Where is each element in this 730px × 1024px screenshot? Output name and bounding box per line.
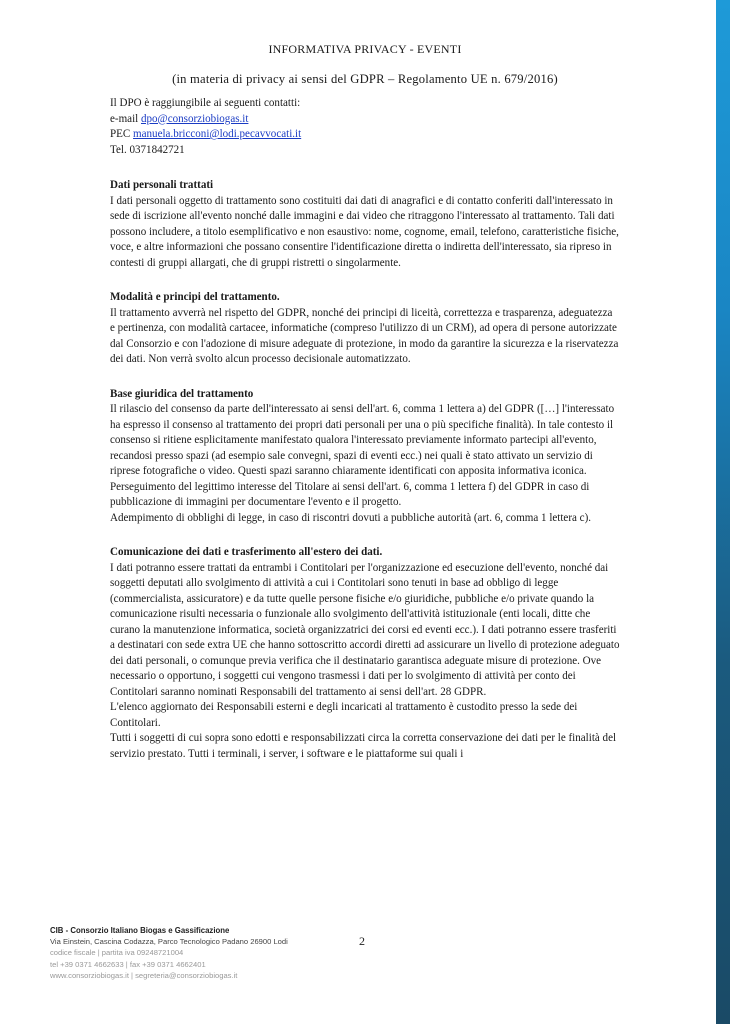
dpo-phone: Tel. 0371842721 (110, 143, 185, 156)
email-label: e-mail (110, 112, 139, 125)
footer-organization: CIB - Consorzio Italiano Biogas e Gassificazione (50, 926, 230, 935)
pec-email-link[interactable]: manuela.bricconi@lodi.pecavvocati.it (133, 128, 302, 140)
dpo-intro: Il DPO è raggiungibile ai seguenti contatti: (110, 97, 301, 109)
document-subtitle: (in materia di privacy ai sensi del GDPR – Regolamento UE n. 679/2016) (172, 72, 558, 86)
section-paragraph: Tutti i soggetti di cui sopra sono edotti e responsabilizzati circa la corretta conservazione dei dati per le finalità del servizio prestato. Tutti i terminali, i server, i software e le piattaforme sui quali i (110, 732, 617, 760)
footer-phone-fax: tel +39 0371 4662633 | fax +39 0371 4662401 (50, 959, 206, 969)
footer-fiscal-code: codice fiscale | partita iva 09248721004 (50, 948, 184, 958)
section-data-communication (110, 545, 620, 762)
footer-address: Via Einstein, Cascina Codazza, Parco Tecnologico Padano 26900 Lodi (50, 937, 288, 947)
document-body (110, 96, 620, 781)
section-heading: Base giuridica del trattamento (110, 387, 254, 400)
dpo-email-link[interactable]: dpo@consorziobiogas.it (140, 112, 249, 125)
section-paragraph: Adempimento di obblighi di legge, in caso di riscontri dovuti a pubbliche autorità (art. 6, comma 1 lettera c). (110, 511, 592, 524)
section-personal-data (110, 178, 620, 271)
dpo-contacts (110, 96, 620, 158)
pec-label: PEC (110, 128, 131, 140)
section-heading: Dati personali trattati (110, 179, 214, 191)
section-paragraph: Il trattamento avverrà nel rispetto del GDPR, nonché dei principi di liceità, correttezza e trasparenza, adeguatezza e pertinenza, con modalità cartacee, informatiche (compreso l'utilizzo di un CRM), ad opera di persone autorizzate dal Consorzio e con l'adozione di misure adeguate di protezione, in modo da garantire la sicurezza e la riservatezza dei dati. Non verrà svolto alcun processo decisionale automatizzato. (110, 306, 619, 365)
section-paragraph: L'elenco aggiornato dei Responsabili esterni e degli incaricati al trattamento è custodito presso la sede dei Contitolari. (110, 701, 578, 729)
section-paragraph: I dati personali oggetto di trattamento sono costituiti dai dati di anagrafici e di contatto conferiti dall'interessato in sede di iscrizione all'evento nonché dalle immagini e dai video che ritraggono l'interessato al trattamento. Tali dati possono includere, a titolo esemplificativo e non esaustivo: nome, cognome, email, telefono, caratteristiche fisiche, voce, e altre informazioni che possano consentire l'identificazione diretta o indiretta dell'interessato, sia ripreso in contesti di gruppi allargati, che di gruppi ristretti o singolarmente. (110, 194, 619, 269)
decorative-side-bar (716, 0, 730, 1024)
section-processing-methods (110, 290, 620, 368)
page-footer (50, 925, 430, 981)
section-paragraph: Il rilascio del consenso da parte dell'interessato ai sensi dell'art. 6, comma 1 lettera a) del GDPR ([…] l'interessato ha espresso il consenso al trattamento dei propri dati personali per una o più specifiche finalità). In tale contesto il consenso si ritiene esplicitamente manifestato qualora l'interessato previamente informato partecipi all'evento, recandosi presso spazi (ad esempio sale convegni, spazi di eventi ecc.) nei quali è stato attivato un servizio di riprese fotografiche o video. Questi spazi saranno chiaramente identificati con apposita informativa iconica. (110, 403, 615, 477)
section-paragraph: Perseguimento del legittimo interesse del Titolare ai sensi dell'art. 6, comma 1 lettera f) del GDPR in caso di pubblicazione di immagini per documentare l'evento e il progetto. (110, 480, 590, 508)
section-heading: Modalità e principi del trattamento. (110, 291, 280, 303)
footer-website-email: www.consorziobiogas.it | segreteria@consorziobiogas.it (50, 970, 238, 980)
section-legal-basis (110, 387, 620, 527)
document-title: INFORMATIVA PRIVACY - EVENTI (268, 42, 462, 56)
section-heading: Comunicazione dei dati e trasferimento all'estero dei dati. (110, 546, 383, 558)
section-paragraph: I dati potranno essere trattati da entrambi i Contitolari per l'organizzazione ed esecuzione dell'evento, nonché dai soggetti deputati allo svolgimento di attività a cui i Contitolari sono tenuti in base ad obbligo di legge (commercialista, assicuratore) e da tutte quelle persone fisiche e/o giuridiche, pubbliche e/o private quando la comunicazione risulti necessaria o funzionale allo svolgimento dell'attività istituzionale (enti locali, ditte che curano la manutenzione informatica, società organizzatrici dei corsi ed eventi ecc.). I dati potranno essere trasferiti a destinatari con sede extra UE che hanno sottoscritto accordi diretti ad assicurare un livello di protezione adeguato dei dati personali, o comunque previa verifica che il destinatario garantisca adeguate misure di protezione. Ove necessario o opportuno, i soggetti cui vengono trasmessi i dati per lo svolgimento di attività per conto dei Contitolari saranno nominati Responsabili del trattamento ai sensi dell'art. 28 GDPR. (110, 561, 620, 698)
page-number: 2 (359, 934, 365, 948)
